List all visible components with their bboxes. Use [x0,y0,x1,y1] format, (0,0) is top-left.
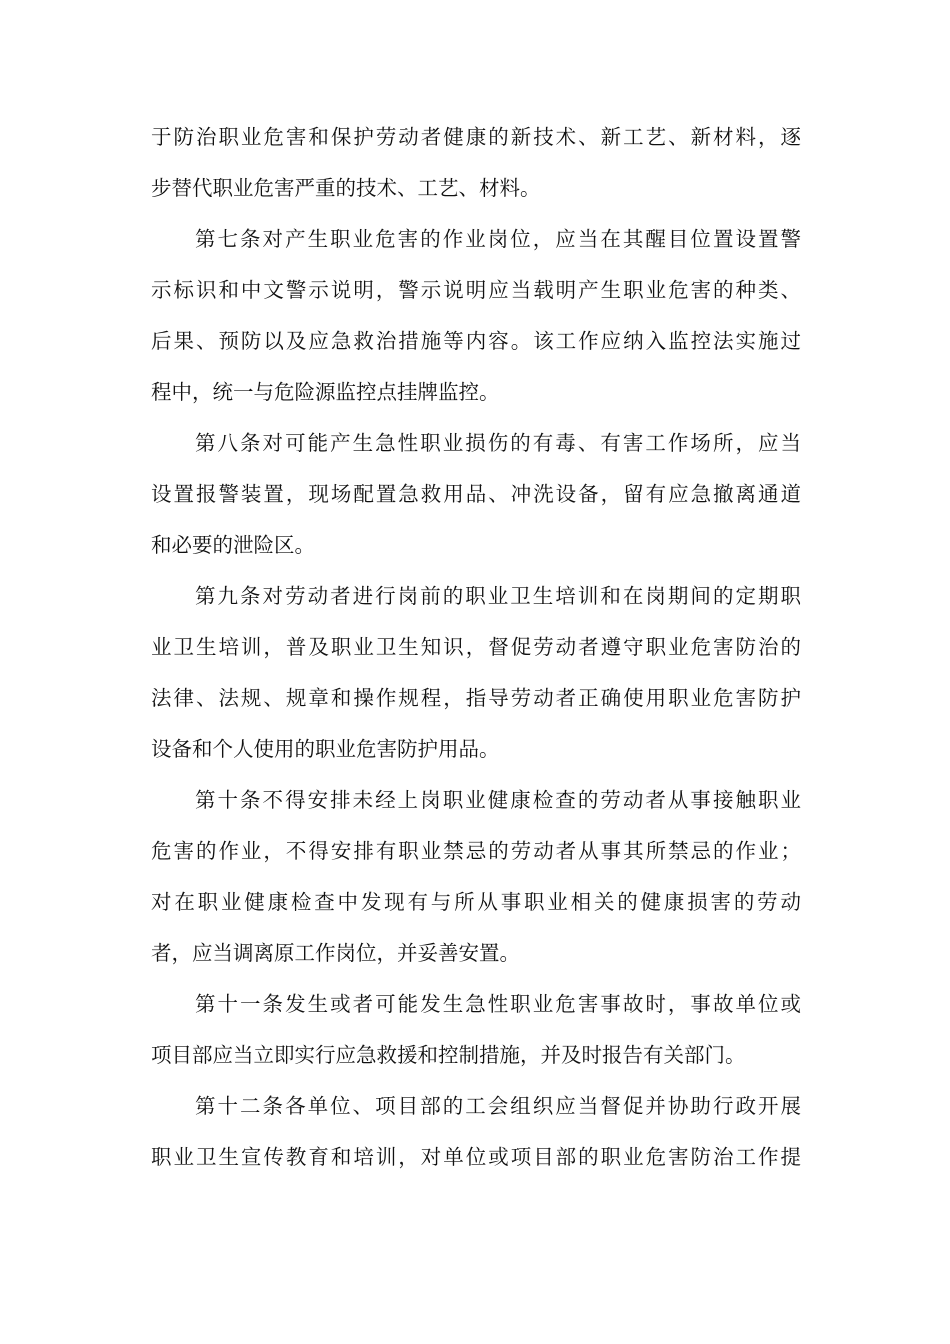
text-line-20: 第十二条各单位、项目部的工会组织应当督促并协助行政开展 [195,1094,801,1118]
text-line-12: 法律、法规、规章和操作规程，指导劳动者正确使用职业危害防护 [151,686,801,710]
text-line-4: 示标识和中文警示说明，警示说明应当载明产生职业危害的种类、 [151,278,801,302]
text-line-6: 程中，统一与危险源监控点挂牌监控。 [151,380,500,404]
text-line-18: 第十一条发生或者可能发生急性职业危害事故时，事故单位或 [195,992,801,1016]
text-line-7: 第八条对可能产生急性职业损伤的有毒、有害工作场所，应当 [195,431,801,455]
text-line-10: 第九条对劳动者进行岗前的职业卫生培训和在岗期间的定期职 [195,584,801,608]
text-line-13: 设备和个人使用的职业危害防护用品。 [151,737,500,761]
text-line-16: 对在职业健康检查中发现有与所从事职业相关的健康损害的劳动 [151,890,801,914]
text-line-3: 第七条对产生职业危害的作业岗位，应当在其醒目位置设置警 [195,227,801,251]
text-line-14: 第十条不得安排未经上岗职业健康检查的劳动者从事接触职业 [195,788,801,812]
text-line-5: 后果、预防以及应急救治措施等内容。该工作应纳入监控法实施过 [151,329,801,353]
text-line-19: 项目部应当立即实行应急救援和控制措施，并及时报告有关部门。 [151,1043,746,1067]
document-body [151,112,801,1183]
text-line-11: 业卫生培训，普及职业卫生知识，督促劳动者遵守职业危害防治的 [151,635,801,659]
text-line-2: 步替代职业危害严重的技术、工艺、材料。 [151,176,541,200]
text-line-1: 于防治职业危害和保护劳动者健康的新技术、新工艺、新材料，逐 [151,125,801,149]
text-line-21: 职业卫生宣传教育和培训，对单位或项目部的职业危害防治工作提 [151,1145,801,1169]
text-line-8: 设置报警装置，现场配置急救用品、冲洗设备，留有应急撤离通道 [151,482,801,506]
text-line-15: 危害的作业，不得安排有职业禁忌的劳动者从事其所禁忌的作业； [151,839,801,863]
text-line-9: 和必要的泄险区。 [151,533,315,557]
text-line-17: 者，应当调离原工作岗位，并妥善安置。 [151,941,520,965]
